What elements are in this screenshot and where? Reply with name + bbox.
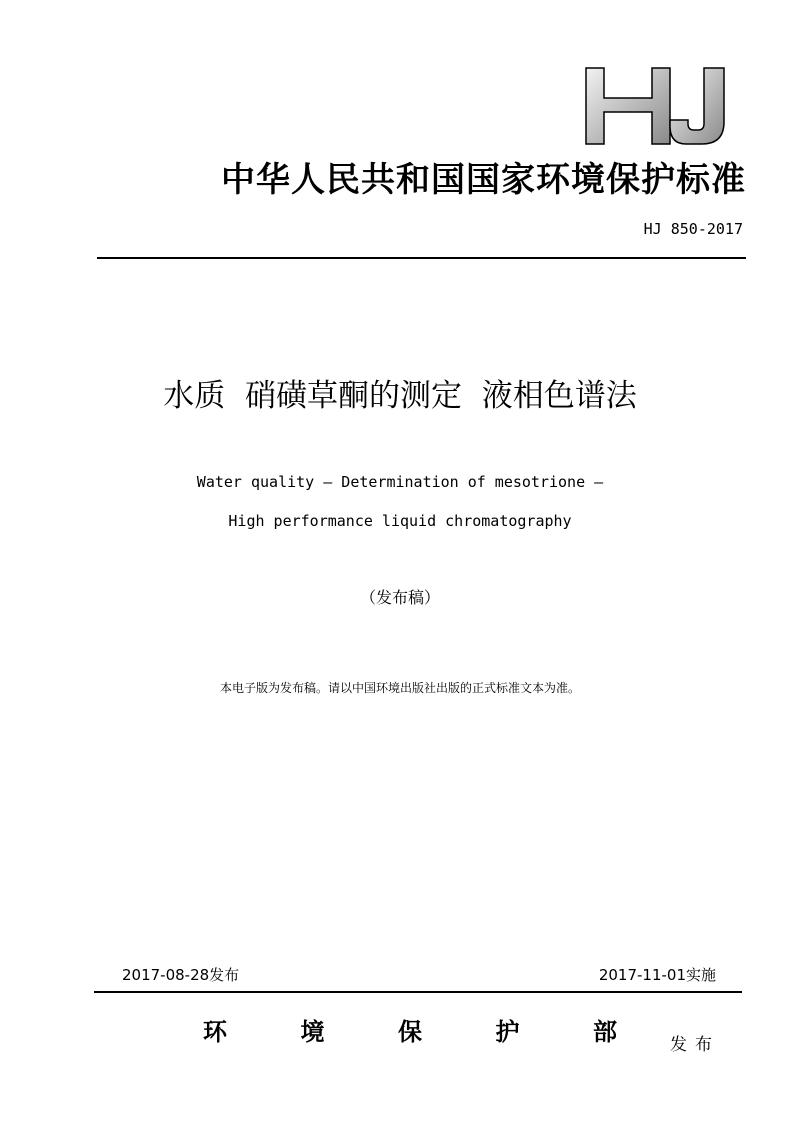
publisher-char: 部 xyxy=(593,1017,617,1046)
publisher-char: 环 xyxy=(203,1017,227,1046)
publisher-name xyxy=(200,1012,620,1047)
bottom-divider xyxy=(94,991,742,993)
organization-title: 中华人民共和国国家环境保护标准 xyxy=(221,160,746,200)
draft-label: （发布稿） xyxy=(359,588,440,607)
publisher-char: 保 xyxy=(398,1017,422,1046)
document-title-zh: 水质 硝磺草酮的测定 液相色谱法 xyxy=(163,378,637,414)
issue-label: 发布 xyxy=(670,1035,720,1055)
publisher-char: 境 xyxy=(300,1017,325,1046)
release-date: 2017-08-28发布 xyxy=(122,966,240,984)
document-title-en-line2: High performance liquid chromatography xyxy=(228,512,572,530)
notice-text: 本电子版为发布稿。请以中国环境出版社出版的正式标准文本为准。 xyxy=(219,681,580,695)
publisher-char: 护 xyxy=(495,1017,520,1046)
standard-code: HJ 850-2017 xyxy=(643,220,743,238)
effective-date: 2017-11-01实施 xyxy=(598,966,716,984)
hj-logo xyxy=(584,66,734,146)
top-divider xyxy=(97,257,746,259)
document-title-en-line1: Water quality — Determination of mesotrione — xyxy=(196,473,604,491)
